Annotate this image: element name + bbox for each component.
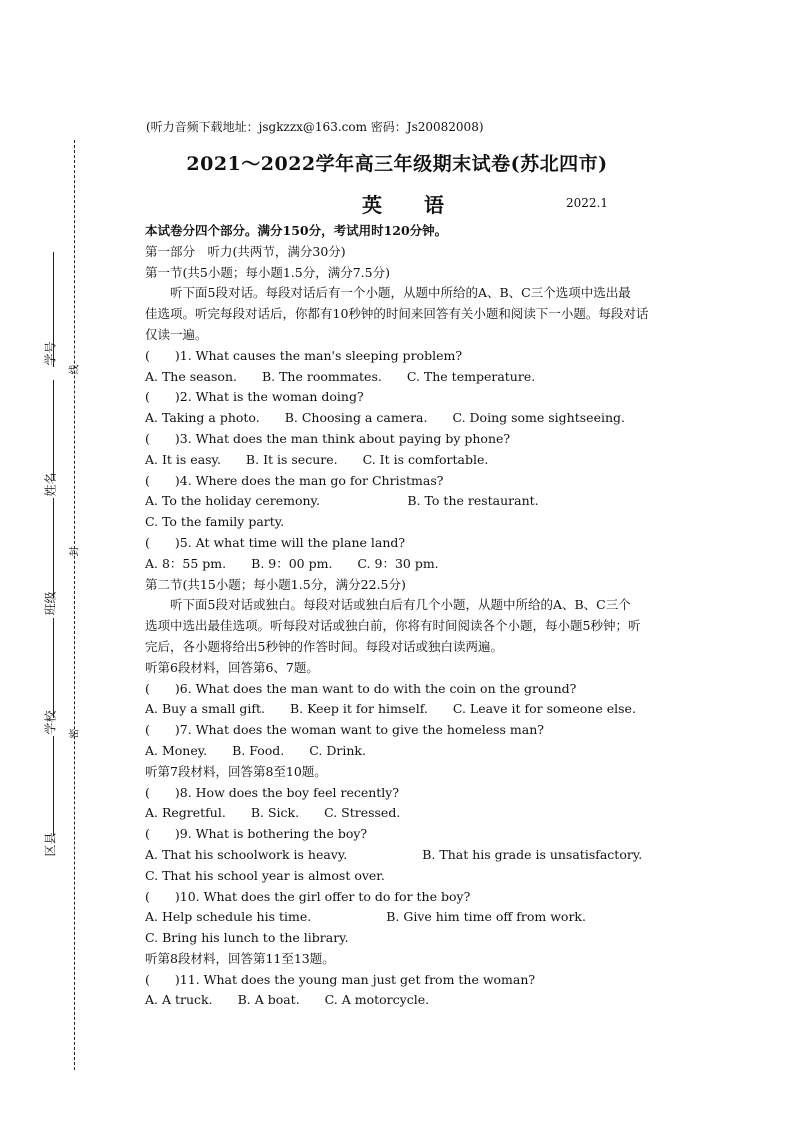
student-id-label: 学号 — [43, 341, 58, 366]
question-6: ( )6. What does the man want to do with the coin on the ground? — [145, 680, 577, 696]
section-two-directions-line: 完后，各小题将给出5秒钟的作答时间。每段对话或独白读两遍。 — [145, 638, 503, 654]
question-1: ( )1. What causes the man's sleeping problem? — [145, 347, 463, 363]
question-8-options: A. Regretful. B. Sick. C. Stressed. — [145, 805, 401, 821]
seal-seal-char: 封 — [69, 546, 81, 557]
question-5-options: A. 8：55 pm. B. 9：00 pm. C. 9：30 pm. — [145, 555, 439, 571]
question-10-options: A. Help schedule his time. B. Give him time off from work. — [145, 909, 586, 925]
district-blank — [53, 736, 54, 836]
district-label: 区县 — [43, 832, 58, 857]
section-one-directions-line: 佳选项。听完每段对话后，你都有10秒钟的时间来回答有关小题和阅读下一小题。每段对话 — [145, 306, 649, 322]
audio-download-note: (听力音频下载地址：jsgkzzx@163.com 密码：Js20082008) — [146, 120, 484, 134]
section-two-directions-line: 听下面5段对话或独白。每段对话或独白后有几个小题，从题中所给的A、B、C三个 — [145, 597, 631, 613]
question-11-options: A. A truck. B. A boat. C. A motorcycle. — [145, 992, 430, 1008]
question-9: ( )9. What is bothering the boy? — [145, 826, 368, 842]
question-3-options: A. It is easy. B. It is secure. C. It is comfortable. — [145, 451, 489, 467]
exam-title: 2021～2022学年高三年级期末试卷(苏北四市) — [186, 153, 608, 175]
school-blank — [53, 618, 54, 718]
school-label: 学校 — [43, 710, 58, 735]
question-10: ( )10. What does the girl offer to do for the boy? — [145, 888, 471, 904]
section-two-heading: 第二节(共15小题；每小题1.5分，满分22.5分) — [145, 576, 406, 592]
class-label: 班级 — [43, 591, 58, 616]
question-2: ( )2. What is the woman doing? — [145, 389, 364, 405]
exam-body — [145, 221, 685, 1011]
part-one-heading: 第一部分 听力(共两节，满分30分) — [145, 243, 346, 259]
binding-dashed-line — [74, 140, 75, 1070]
question-6-options: A. Buy a small gift. B. Keep it for himself. C. Leave it for someone else. — [145, 701, 636, 717]
section-one-directions-line: 听下面5段对话。每段对话后有一个小题，从题中所给的A、B、C三个选项中选出最 — [145, 285, 631, 301]
question-8: ( )8. How does the boy feel recently? — [145, 784, 400, 800]
seal-close-char: 密 — [69, 728, 81, 739]
question-7: ( )7. What does the woman want to give the homeless man? — [145, 722, 544, 738]
question-4: ( )4. Where does the man go for Christmas? — [145, 472, 444, 488]
material-6-heading: 听第6段材料，回答第6、7题。 — [145, 659, 319, 675]
question-5: ( )5. At what time will the plane land? — [145, 534, 406, 550]
question-10-options: C. Bring his lunch to the library. — [145, 930, 349, 946]
question-7-options: A. Money. B. Food. C. Drink. — [145, 742, 366, 758]
section-one-heading: 第一节(共5小题；每小题1.5分，满分7.5分) — [145, 264, 390, 280]
question-11: ( )11. What does the young man just get from the woman? — [145, 971, 536, 987]
name-blank — [53, 380, 54, 480]
subject-title: 英语 — [362, 193, 486, 217]
question-4-options: C. To the family party. — [145, 514, 285, 530]
question-9-options: A. That his schoolwork is heavy. B. That his grade is unsatisfactory. — [145, 846, 643, 862]
material-8-heading: 听第8段材料，回答第11至13题。 — [145, 950, 335, 966]
section-two-directions-line: 选项中选出最佳选项。听每段对话或独白前，你将有时间阅读各个小题，每小题5秒钟；听 — [145, 618, 641, 634]
exam-instructions: 本试卷分四个部分。满分150分，考试用时120分钟。 — [145, 223, 448, 238]
question-1-options: A. The season. B. The roommates. C. The temperature. — [145, 368, 536, 384]
question-4-options: A. To the holiday ceremony. B. To the restaurant. — [145, 493, 539, 509]
class-blank — [53, 498, 54, 598]
question-9-options: C. That his school year is almost over. — [145, 867, 385, 883]
section-one-directions-line: 仅读一遍。 — [145, 326, 208, 342]
question-3: ( )3. What does the man think about paying by phone? — [145, 430, 511, 446]
exam-date: 2022.1 — [566, 196, 608, 210]
seal-line-char: 线 — [69, 364, 81, 375]
name-label: 姓名 — [43, 472, 58, 497]
question-2-options: A. Taking a photo. B. Choosing a camera. C. Doing some sightseeing. — [145, 410, 625, 426]
material-7-heading: 听第7段材料，回答第8至10题。 — [145, 763, 327, 779]
